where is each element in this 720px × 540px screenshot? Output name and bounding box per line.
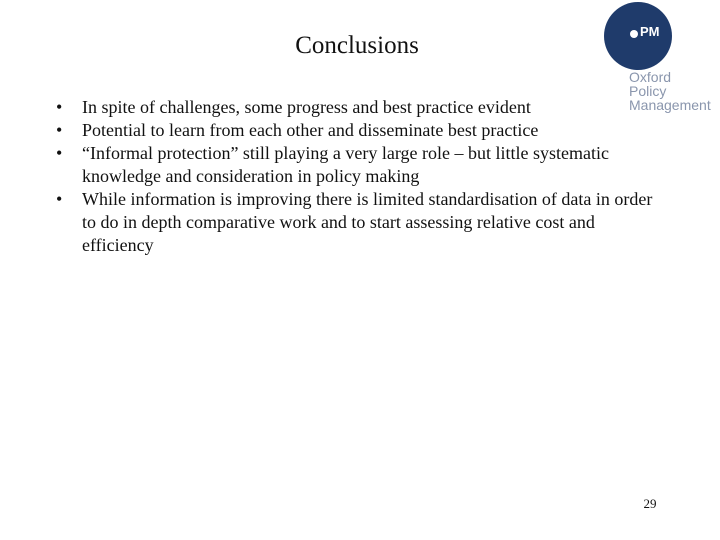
logo-word-policy: Policy	[629, 83, 667, 99]
bullet-item	[56, 96, 656, 119]
bullet-list	[56, 96, 656, 257]
logo-word-oxford: Oxford	[629, 69, 672, 85]
bullet-marker: •	[56, 143, 63, 163]
page-number: 29	[643, 496, 657, 511]
bullet-item	[56, 142, 656, 188]
bullet-text: While information is improving there is limited standardisation of data in order to do in depth comparative work and to start assessing relative cost and efficiency	[82, 189, 653, 255]
bullet-marker: •	[56, 189, 63, 209]
bullet-marker: •	[56, 120, 63, 140]
slide-title: Conclusions	[295, 32, 419, 59]
bullet-item	[56, 119, 656, 142]
bullet-text: Potential to learn from each other and disseminate best practice	[82, 120, 539, 140]
bullet-text: In spite of challenges, some progress and best practice evident	[82, 97, 531, 117]
logo-mark: PM	[640, 24, 660, 39]
logo-word-management: Management	[629, 97, 711, 113]
bullet-text: “Informal protection” still playing a very large role – but little systematic knowledge and consideration in policy making	[82, 143, 610, 186]
bullet-item	[56, 188, 656, 257]
logo-dot-icon	[630, 30, 638, 38]
bullet-marker: •	[56, 97, 63, 117]
logo-circle	[604, 2, 672, 70]
